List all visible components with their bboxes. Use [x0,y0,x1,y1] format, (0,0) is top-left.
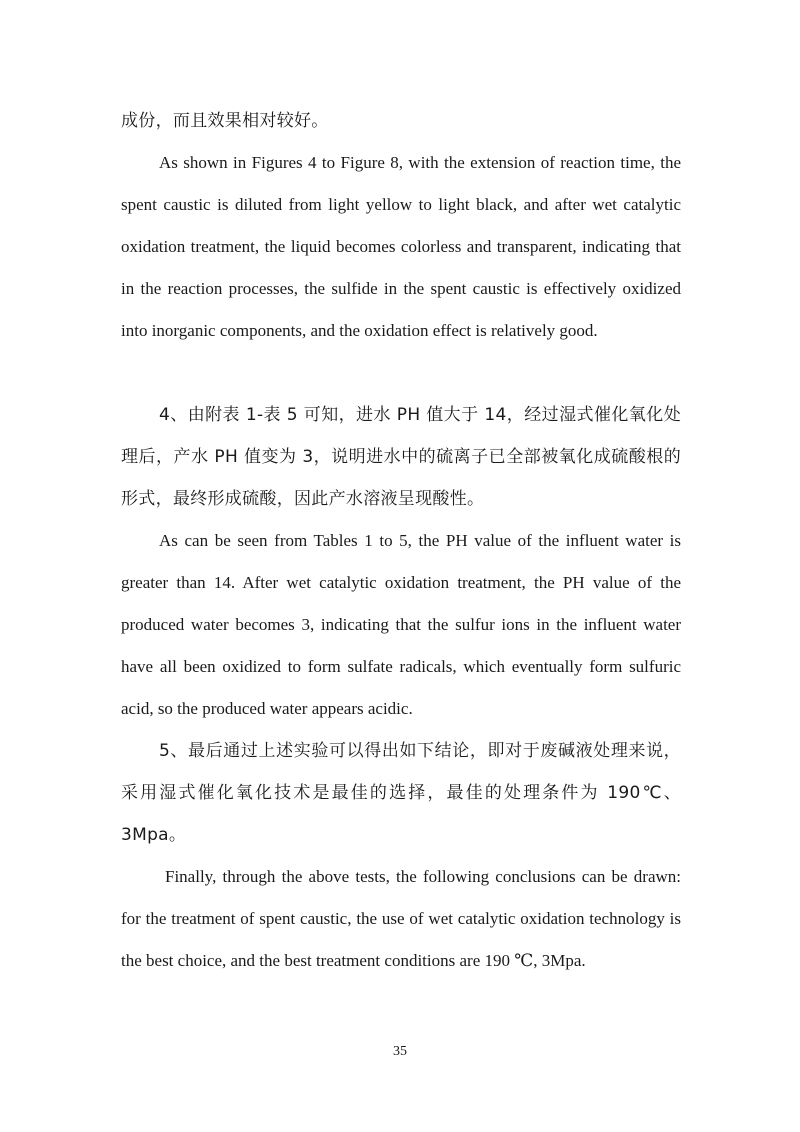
paragraph-cn-continuation: 成份，而且效果相对较好。 [121,111,329,131]
page-number: 35 [393,1044,407,1059]
paragraph-cn-conclusion: 5、最后通过上述实验可以得出如下结论，即对于废碱液处理来说，采用湿式催化氧化技术是最佳的选择，最佳的处理条件为 190℃、3Mpa。 [121,741,681,845]
paragraph-en-figures: As shown in Figures 4 to Figure 8, with the extension of reaction time, the spent caustic is diluted from light yellow to light black, and after wet catalytic oxidation treatment, the liquid becomes colorless and transparent, indicating that in the reaction processes, the sulfide in the spent caustic is effectively oxidized into inorganic components, and the oxidation effect is relatively good. [121,153,681,340]
paragraph-en-ph-value: As can be seen from Tables 1 to 5, the PH value of the influent water is greater than 14. After wet catalytic oxidation treatment, the PH value of the produced water becomes 3, indicating that the sulfur ions in the influent water have all been oxidized to form sulfate radicals, which eventually form sulfuric acid, so the produced water appears acidic. [121,531,681,718]
paragraph-cn-ph-value: 4、由附表 1-表 5 可知，进水 PH 值大于 14，经过湿式催化氧化处理后，产水 PH 值变为 3，说明进水中的硫离子已全部被氧化成硫酸根的形式，最终形成硫酸，因此产水溶液呈现酸性。 [121,405,681,509]
paragraph-en-conclusion: Finally, through the above tests, the following conclusions can be drawn: for the treatment of spent caustic, the use of wet catalytic oxidation technology is the best choice, and the best treatment conditions are 190 ℃, 3Mpa. [121,867,681,970]
